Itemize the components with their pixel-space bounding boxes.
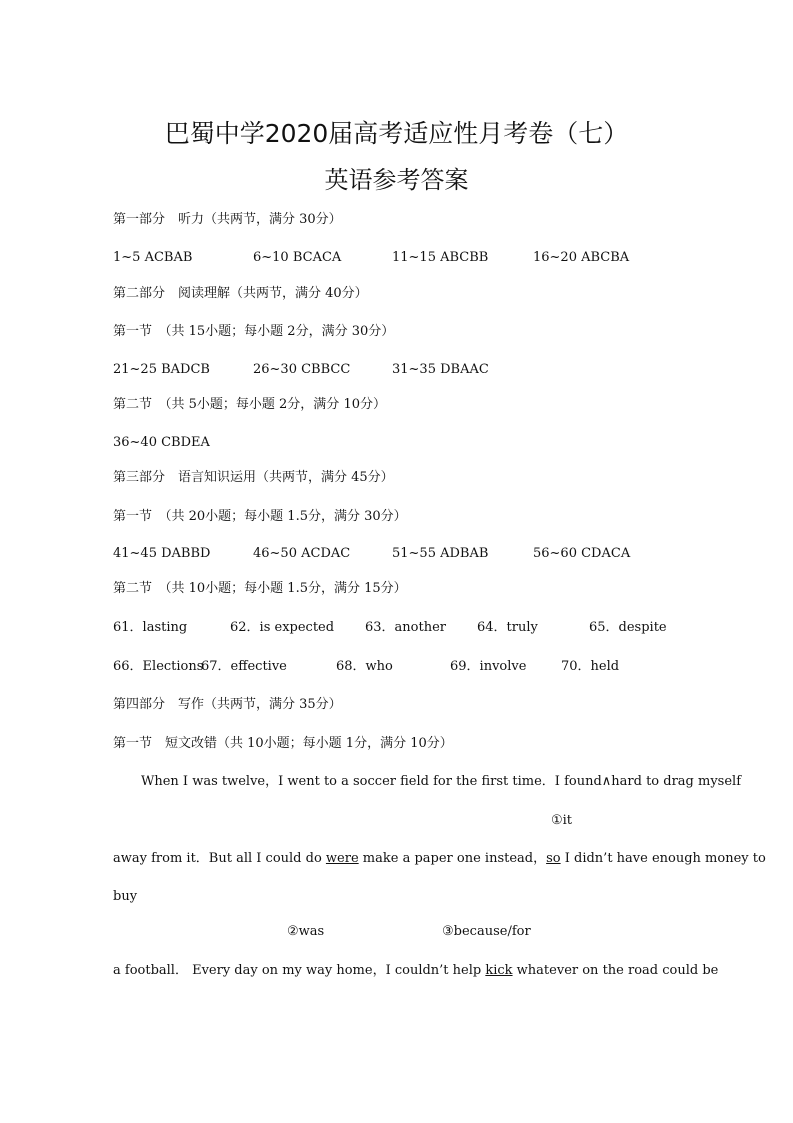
error-word: so xyxy=(546,851,561,866)
answer-item: 69．involve xyxy=(450,659,527,674)
answer-group: 51~55 ADBAB xyxy=(392,546,489,561)
answer-group: 26~30 CBBCC xyxy=(253,362,351,377)
answer-group: 36~40 CBDEA xyxy=(113,435,210,450)
answer-item: 64．truly xyxy=(477,620,538,635)
part4-heading: 第四部分 写作（共两节，满分 35分） xyxy=(113,697,342,712)
part2-section1-heading: 第一节 （共 15小题；每小题 2分，满分 30分） xyxy=(113,324,395,339)
part1-heading: 第一部分 听力（共两节，满分 30分） xyxy=(113,212,342,227)
answer-group: 46~50 ACDAC xyxy=(253,546,351,561)
page-subtitle: 英语参考答案 xyxy=(324,166,469,194)
answer-group: 31~35 DBAAC xyxy=(392,362,489,377)
answer-group: 16~20 ABCBA xyxy=(533,250,630,265)
part2-section2-heading: 第二节 （共 5小题；每小题 2分，满分 10分） xyxy=(113,397,386,412)
answer-group: 11~15 ABCBB xyxy=(392,250,489,265)
passage-line: buy xyxy=(113,889,138,904)
correction-mark: ①it xyxy=(551,813,573,828)
passage-text: make a paper one instead， xyxy=(358,851,547,866)
correction-mark: ③because/for xyxy=(442,924,531,939)
error-word: kick xyxy=(485,963,513,978)
answer-group: 1~5 ACBAB xyxy=(113,250,193,265)
answer-group: 21~25 BADCB xyxy=(113,362,210,377)
part2-heading: 第二部分 阅读理解（共两节，满分 40分） xyxy=(113,286,368,301)
answer-item: 62．is expected xyxy=(230,620,335,635)
answer-item: 67．effective xyxy=(201,659,287,674)
correction-mark: ②was xyxy=(287,924,325,939)
answer-item: 61．lasting xyxy=(113,620,188,635)
answer-item: 63．another xyxy=(365,620,446,635)
page-title: 巴蜀中学2020届高考适应性月考卷（七） xyxy=(164,119,629,148)
part4-section1-heading: 第一节 短文改错（共 10小题；每小题 1分，满分 10分） xyxy=(113,736,453,751)
part3-section2-heading: 第二节 （共 10小题；每小题 1.5分，满分 15分） xyxy=(113,581,407,596)
answer-group: 41~45 DABBD xyxy=(113,546,211,561)
part3-section1-heading: 第一节 （共 20小题；每小题 1.5分，满分 30分） xyxy=(113,509,407,524)
passage-line xyxy=(113,851,766,867)
error-word: were xyxy=(325,851,359,866)
answer-item: 66．Elections xyxy=(113,659,204,674)
answer-item: 70．held xyxy=(561,659,620,674)
passage-line: When I was twelve，I went to a soccer field for the first time．I found∧hard to drag myself xyxy=(141,774,742,789)
answer-item: 68．who xyxy=(336,659,393,674)
passage-line xyxy=(113,963,719,979)
passage-text: I didn’t have enough money to xyxy=(560,851,766,866)
answer-item: 65．despite xyxy=(589,620,667,635)
answer-group: 6~10 BCACA xyxy=(253,250,342,265)
passage-text: whatever on the road could be xyxy=(512,963,719,978)
answer-group: 56~60 CDACA xyxy=(533,546,631,561)
passage-text: a football． Every day on my way home，I couldn’t help xyxy=(113,963,486,978)
passage-text: away from it．But all I could do xyxy=(113,851,326,866)
part3-heading: 第三部分 语言知识运用（共两节，满分 45分） xyxy=(113,470,394,485)
